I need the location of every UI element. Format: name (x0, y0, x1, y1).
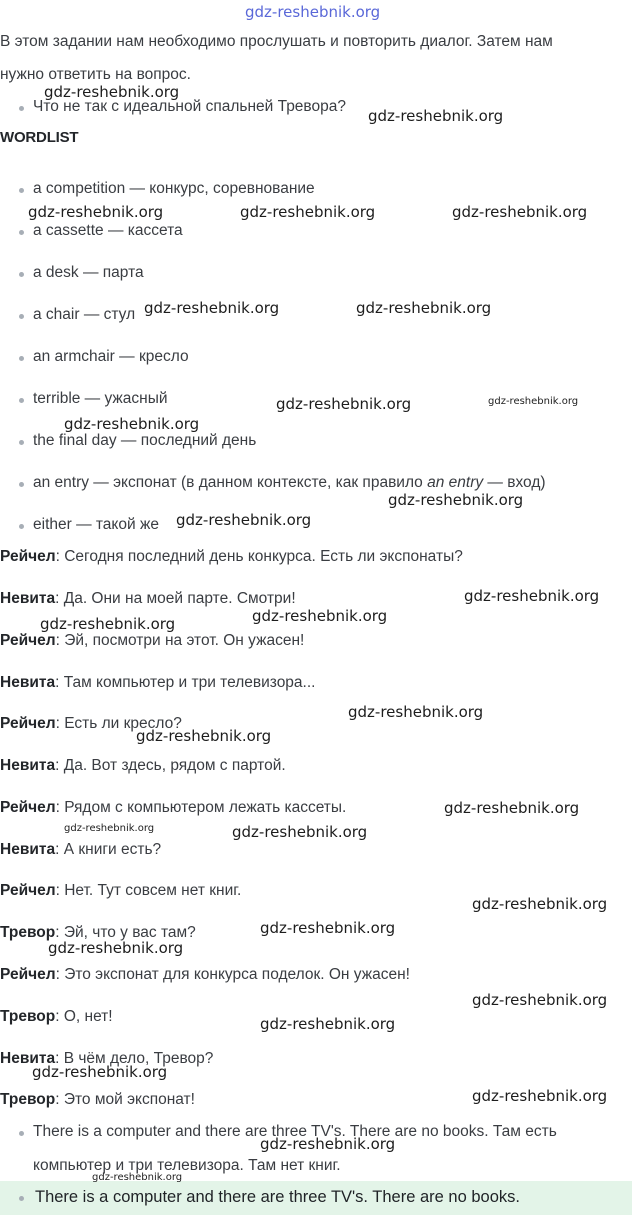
watermark: gdz-reshebnik.org (444, 799, 580, 817)
bullet-icon (19, 188, 24, 193)
dialogue-line (0, 757, 286, 775)
bullet-icon (19, 314, 24, 319)
watermark: gdz-reshebnik.org (64, 823, 155, 834)
bullet-icon (19, 482, 24, 487)
speaker-name: Тревор (0, 1008, 56, 1025)
speaker-name: Тревор (0, 1091, 56, 1108)
watermark: gdz-reshebnik.org (260, 1015, 396, 1033)
wordlist-item: a competition — конкурс, соревнование (33, 180, 315, 197)
speaker-name: Рейчел (0, 632, 56, 649)
watermark: gdz-reshebnik.org (136, 727, 272, 745)
question-text: Что не так с идеальной спальней Тревора? (33, 98, 346, 115)
dialogue-text: : О, нет! (55, 1008, 113, 1025)
watermark: gdz-reshebnik.org (472, 991, 608, 1009)
bullet-icon (19, 356, 24, 361)
watermark: gdz-reshebnik.org (488, 396, 579, 407)
dialogue-line (0, 1091, 195, 1109)
dialogue-text: : Эй, посмотри на этот. Он ужасен! (55, 632, 305, 649)
dialogue-text: : Эй, что у вас там? (55, 924, 196, 941)
watermark: gdz-reshebnik.org (472, 1087, 608, 1105)
dialogue-line (0, 841, 161, 859)
watermark: gdz-reshebnik.org (92, 1172, 183, 1183)
speaker-name: Невита (0, 590, 56, 607)
speaker-name: Рейчел (0, 882, 56, 899)
wordlist-item: a cassette — кассета (33, 222, 183, 239)
watermark: gdz-reshebnik.org (472, 895, 608, 913)
bullet-icon (19, 272, 24, 277)
watermark: gdz-reshebnik.org (260, 919, 396, 937)
watermark: gdz-reshebnik.org (32, 1063, 168, 1081)
dialogue-text: : Сегодня последний день конкурса. Есть ли экспонаты? (55, 548, 463, 565)
site-watermark-top: gdz-reshebnik.org (245, 3, 381, 21)
watermark: gdz-reshebnik.org (260, 1135, 396, 1153)
dialogue-text: : Есть ли кресло? (55, 715, 182, 732)
speaker-name: Невита (0, 1050, 56, 1067)
bullet-icon (19, 230, 24, 235)
dialogue-line (0, 590, 296, 608)
watermark: gdz-reshebnik.org (40, 615, 176, 633)
watermark: gdz-reshebnik.org (28, 203, 164, 221)
bullet-icon (19, 1131, 24, 1136)
dialogue-line (0, 1008, 113, 1026)
speaker-name: Рейчел (0, 799, 56, 816)
speaker-name: Тревор (0, 924, 56, 941)
watermark: gdz-reshebnik.org (144, 299, 280, 317)
bullet-icon (19, 398, 24, 403)
watermark: gdz-reshebnik.org (240, 203, 376, 221)
dialogue-line (0, 799, 346, 817)
speaker-name: Рейчел (0, 966, 56, 983)
watermark: gdz-reshebnik.org (176, 511, 312, 529)
watermark: gdz-reshebnik.org (388, 491, 524, 509)
wordlist-item: a chair — стул (33, 306, 136, 323)
speaker-name: Рейчел (0, 715, 56, 732)
answer-line-2: компьютер и три телевизора. Там нет книг. (33, 1157, 341, 1174)
dialogue-line (0, 966, 410, 984)
dialogue-text: : В чём дело, Тревор? (55, 1050, 214, 1067)
intro-line-2: нужно ответить на вопрос. (0, 66, 191, 83)
answer-line-1: There is a computer and there are three TV's. There are no books. Там есть (33, 1123, 557, 1140)
entry-text-after: — вход) (483, 474, 546, 491)
speaker-name: Невита (0, 674, 56, 691)
wordlist-item: the final day — последний день (33, 432, 257, 449)
bullet-icon (19, 106, 24, 111)
dialogue-line (0, 632, 304, 650)
watermark: gdz-reshebnik.org (64, 415, 200, 433)
intro-line-1: В этом задании нам необходимо прослушать и повторить диалог. Затем нам (0, 33, 553, 50)
watermark: gdz-reshebnik.org (252, 607, 388, 625)
dialogue-text: : Да. Они на моей парте. Смотри! (55, 590, 296, 607)
entry-text-italic: an entry (427, 474, 484, 491)
watermark: gdz-reshebnik.org (44, 83, 180, 101)
watermark: gdz-reshebnik.org (356, 299, 492, 317)
speaker-name: Невита (0, 757, 56, 774)
watermark: gdz-reshebnik.org (276, 395, 412, 413)
entry-text-before: an entry — экспонат (в данном контексте, как правило (33, 474, 428, 491)
dialogue-text: : Да. Вот здесь, рядом с партой. (55, 757, 286, 774)
dialogue-text: : Нет. Тут совсем нет книг. (55, 882, 242, 899)
wordlist-item: either — такой же (33, 516, 159, 533)
watermark: gdz-reshebnik.org (348, 703, 484, 721)
watermark: gdz-reshebnik.org (368, 107, 504, 125)
dialogue-text: : Там компьютер и три телевизора... (55, 674, 316, 691)
speaker-name: Рейчел (0, 548, 56, 565)
speaker-name: Невита (0, 841, 56, 858)
dialogue-text: : Это экспонат для конкурса поделок. Он ужасен! (55, 966, 410, 983)
dialogue-line (0, 674, 315, 692)
dialogue-text: : Рядом с компьютером лежать кассеты. (55, 799, 347, 816)
bullet-icon (19, 440, 24, 445)
wordlist-item: terrible — ужасный (33, 390, 168, 407)
watermark: gdz-reshebnik.org (464, 587, 600, 605)
wordlist-item: an armchair — кресло (33, 348, 189, 365)
watermark: gdz-reshebnik.org (48, 939, 184, 957)
dialogue-line (0, 548, 463, 566)
bullet-icon (19, 524, 24, 529)
watermark: gdz-reshebnik.org (452, 203, 588, 221)
wordlist-item: a desk — парта (33, 264, 144, 281)
wordlist-heading: WORDLIST (0, 129, 79, 146)
dialogue-line (0, 882, 241, 900)
dialogue-text: : А книги есть? (55, 841, 162, 858)
bullet-icon (19, 1196, 24, 1201)
watermark: gdz-reshebnik.org (232, 823, 368, 841)
dialogue-text: : Это мой экспонат! (55, 1091, 195, 1108)
wordlist-item-entry (33, 474, 546, 492)
answer-highlight-text: There is a computer and there are three TV's. There are no books. (35, 1188, 520, 1206)
